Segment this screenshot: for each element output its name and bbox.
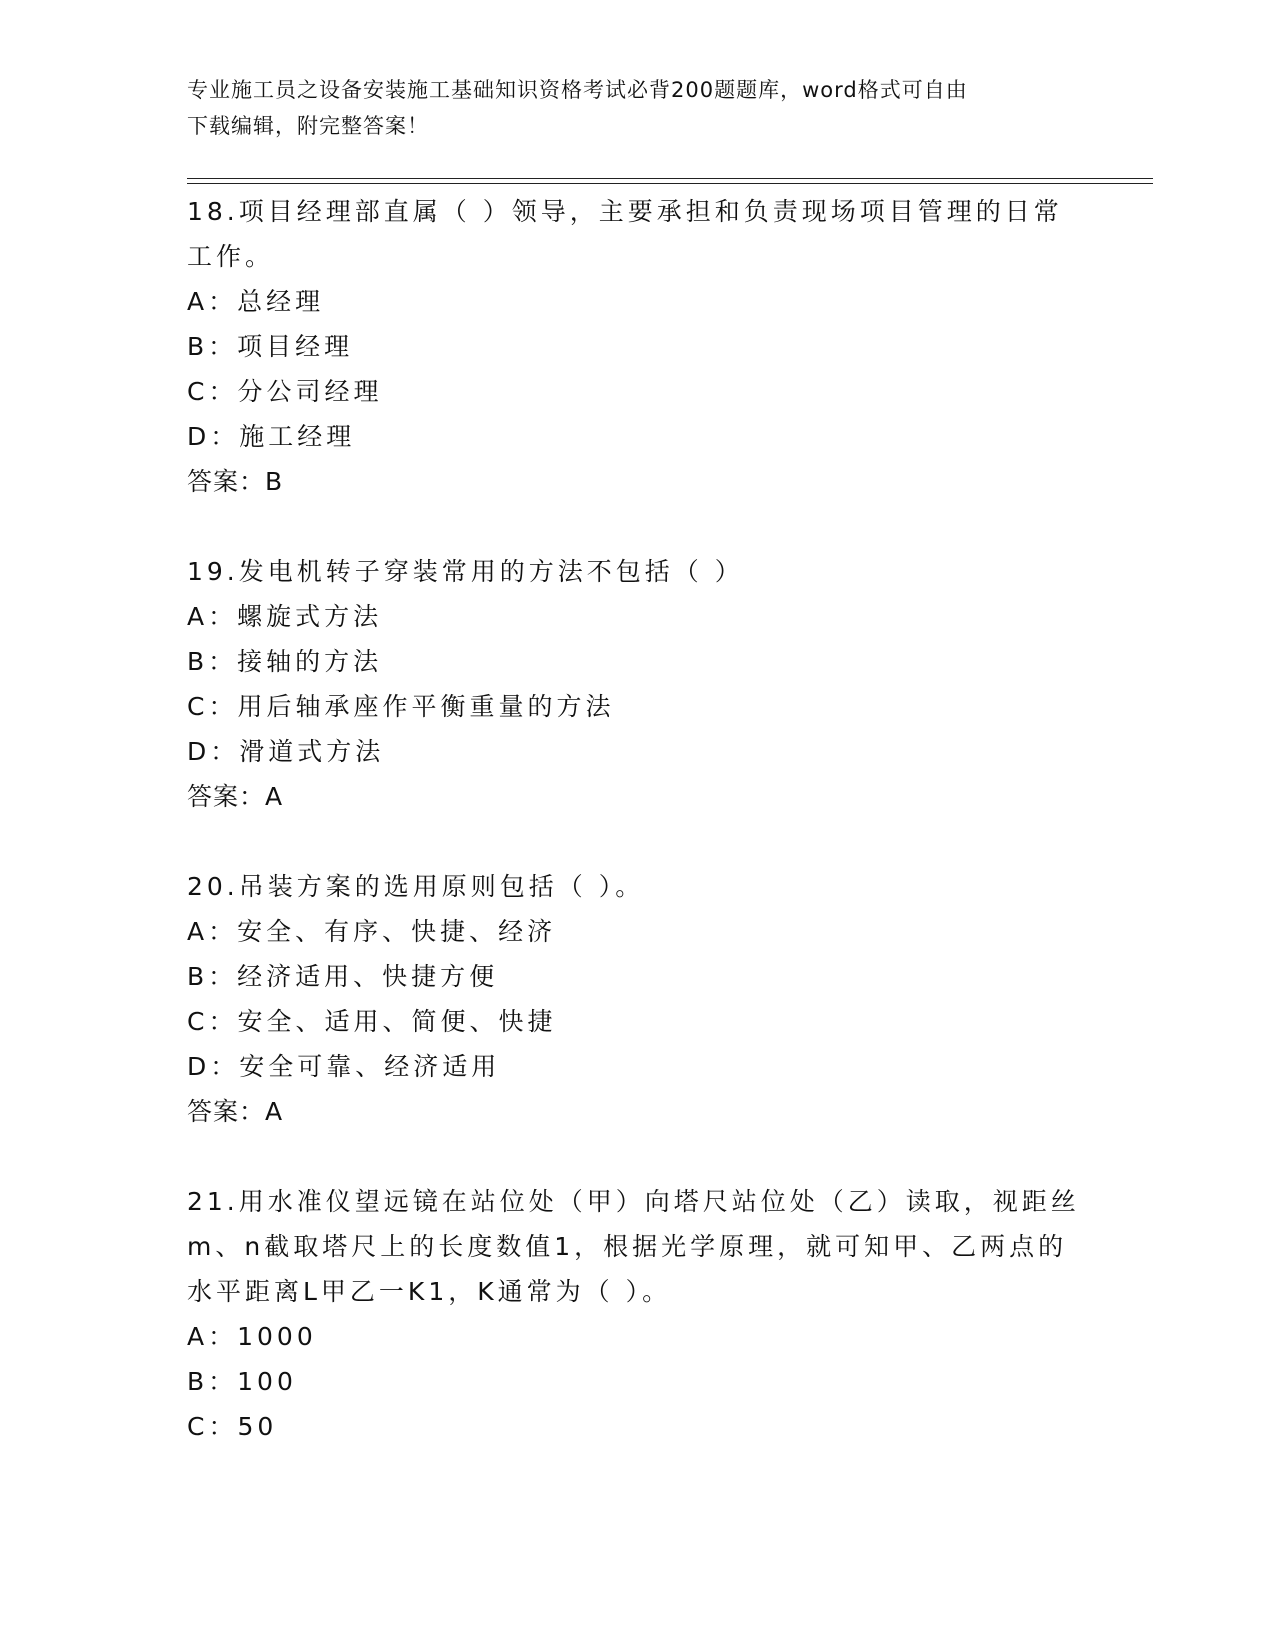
option-c: C：分公司经理 <box>187 377 383 406</box>
question-text: 18.项目经理部直属（ ）领导，主要承担和负责现场项目管理的日常 <box>187 197 1063 226</box>
question-list <box>187 189 1087 1449</box>
option-d: D：滑道式方法 <box>187 737 385 766</box>
question-text: 工作。 <box>187 242 275 271</box>
option-b: B：经济适用、快捷方便 <box>187 962 499 991</box>
answer-label: 答案：A <box>187 782 284 811</box>
question-text: 21.用水准仪望远镜在站位处（甲）向塔尺站位处（乙）读取，视距丝 <box>187 1187 1080 1216</box>
option-c: C：50 <box>187 1412 278 1441</box>
option-c: C：安全、适用、简便、快捷 <box>187 1007 557 1036</box>
question-20 <box>187 864 1087 1134</box>
document-header <box>187 72 1067 144</box>
answer-label: 答案：A <box>187 1097 284 1126</box>
option-d: D：安全可靠、经济适用 <box>187 1052 501 1081</box>
question-21 <box>187 1179 1087 1449</box>
option-d: D：施工经理 <box>187 422 356 451</box>
option-a: A：安全、有序、快捷、经济 <box>187 917 557 946</box>
option-c: C：用后轴承座作平衡重量的方法 <box>187 692 615 721</box>
question-text: 水平距离L甲乙一K1，K通常为（ ）。 <box>187 1277 672 1306</box>
option-b: B：100 <box>187 1367 297 1396</box>
option-a: A：螺旋式方法 <box>187 602 383 631</box>
option-a: A：1000 <box>187 1322 317 1351</box>
question-text: 20.吊装方案的选用原则包括（ ）。 <box>187 872 645 901</box>
header-line-1: 专业施工员之设备安装施工基础知识资格考试必背200题题库，word格式可自由 <box>187 78 968 102</box>
question-text: 19.发电机转子穿装常用的方法不包括（ ） <box>187 557 744 586</box>
header-divider-top <box>187 178 1153 179</box>
question-text: m、n截取塔尺上的长度数值1，根据光学原理，就可知甲、乙两点的 <box>187 1232 1068 1261</box>
question-19 <box>187 549 1087 819</box>
answer-label: 答案：B <box>187 467 284 496</box>
option-b: B：接轴的方法 <box>187 647 383 676</box>
question-18 <box>187 189 1087 504</box>
header-divider-bottom <box>187 183 1153 184</box>
header-line-2: 下载编辑，附完整答案！ <box>187 114 429 138</box>
option-a: A：总经理 <box>187 287 325 316</box>
option-b: B：项目经理 <box>187 332 354 361</box>
